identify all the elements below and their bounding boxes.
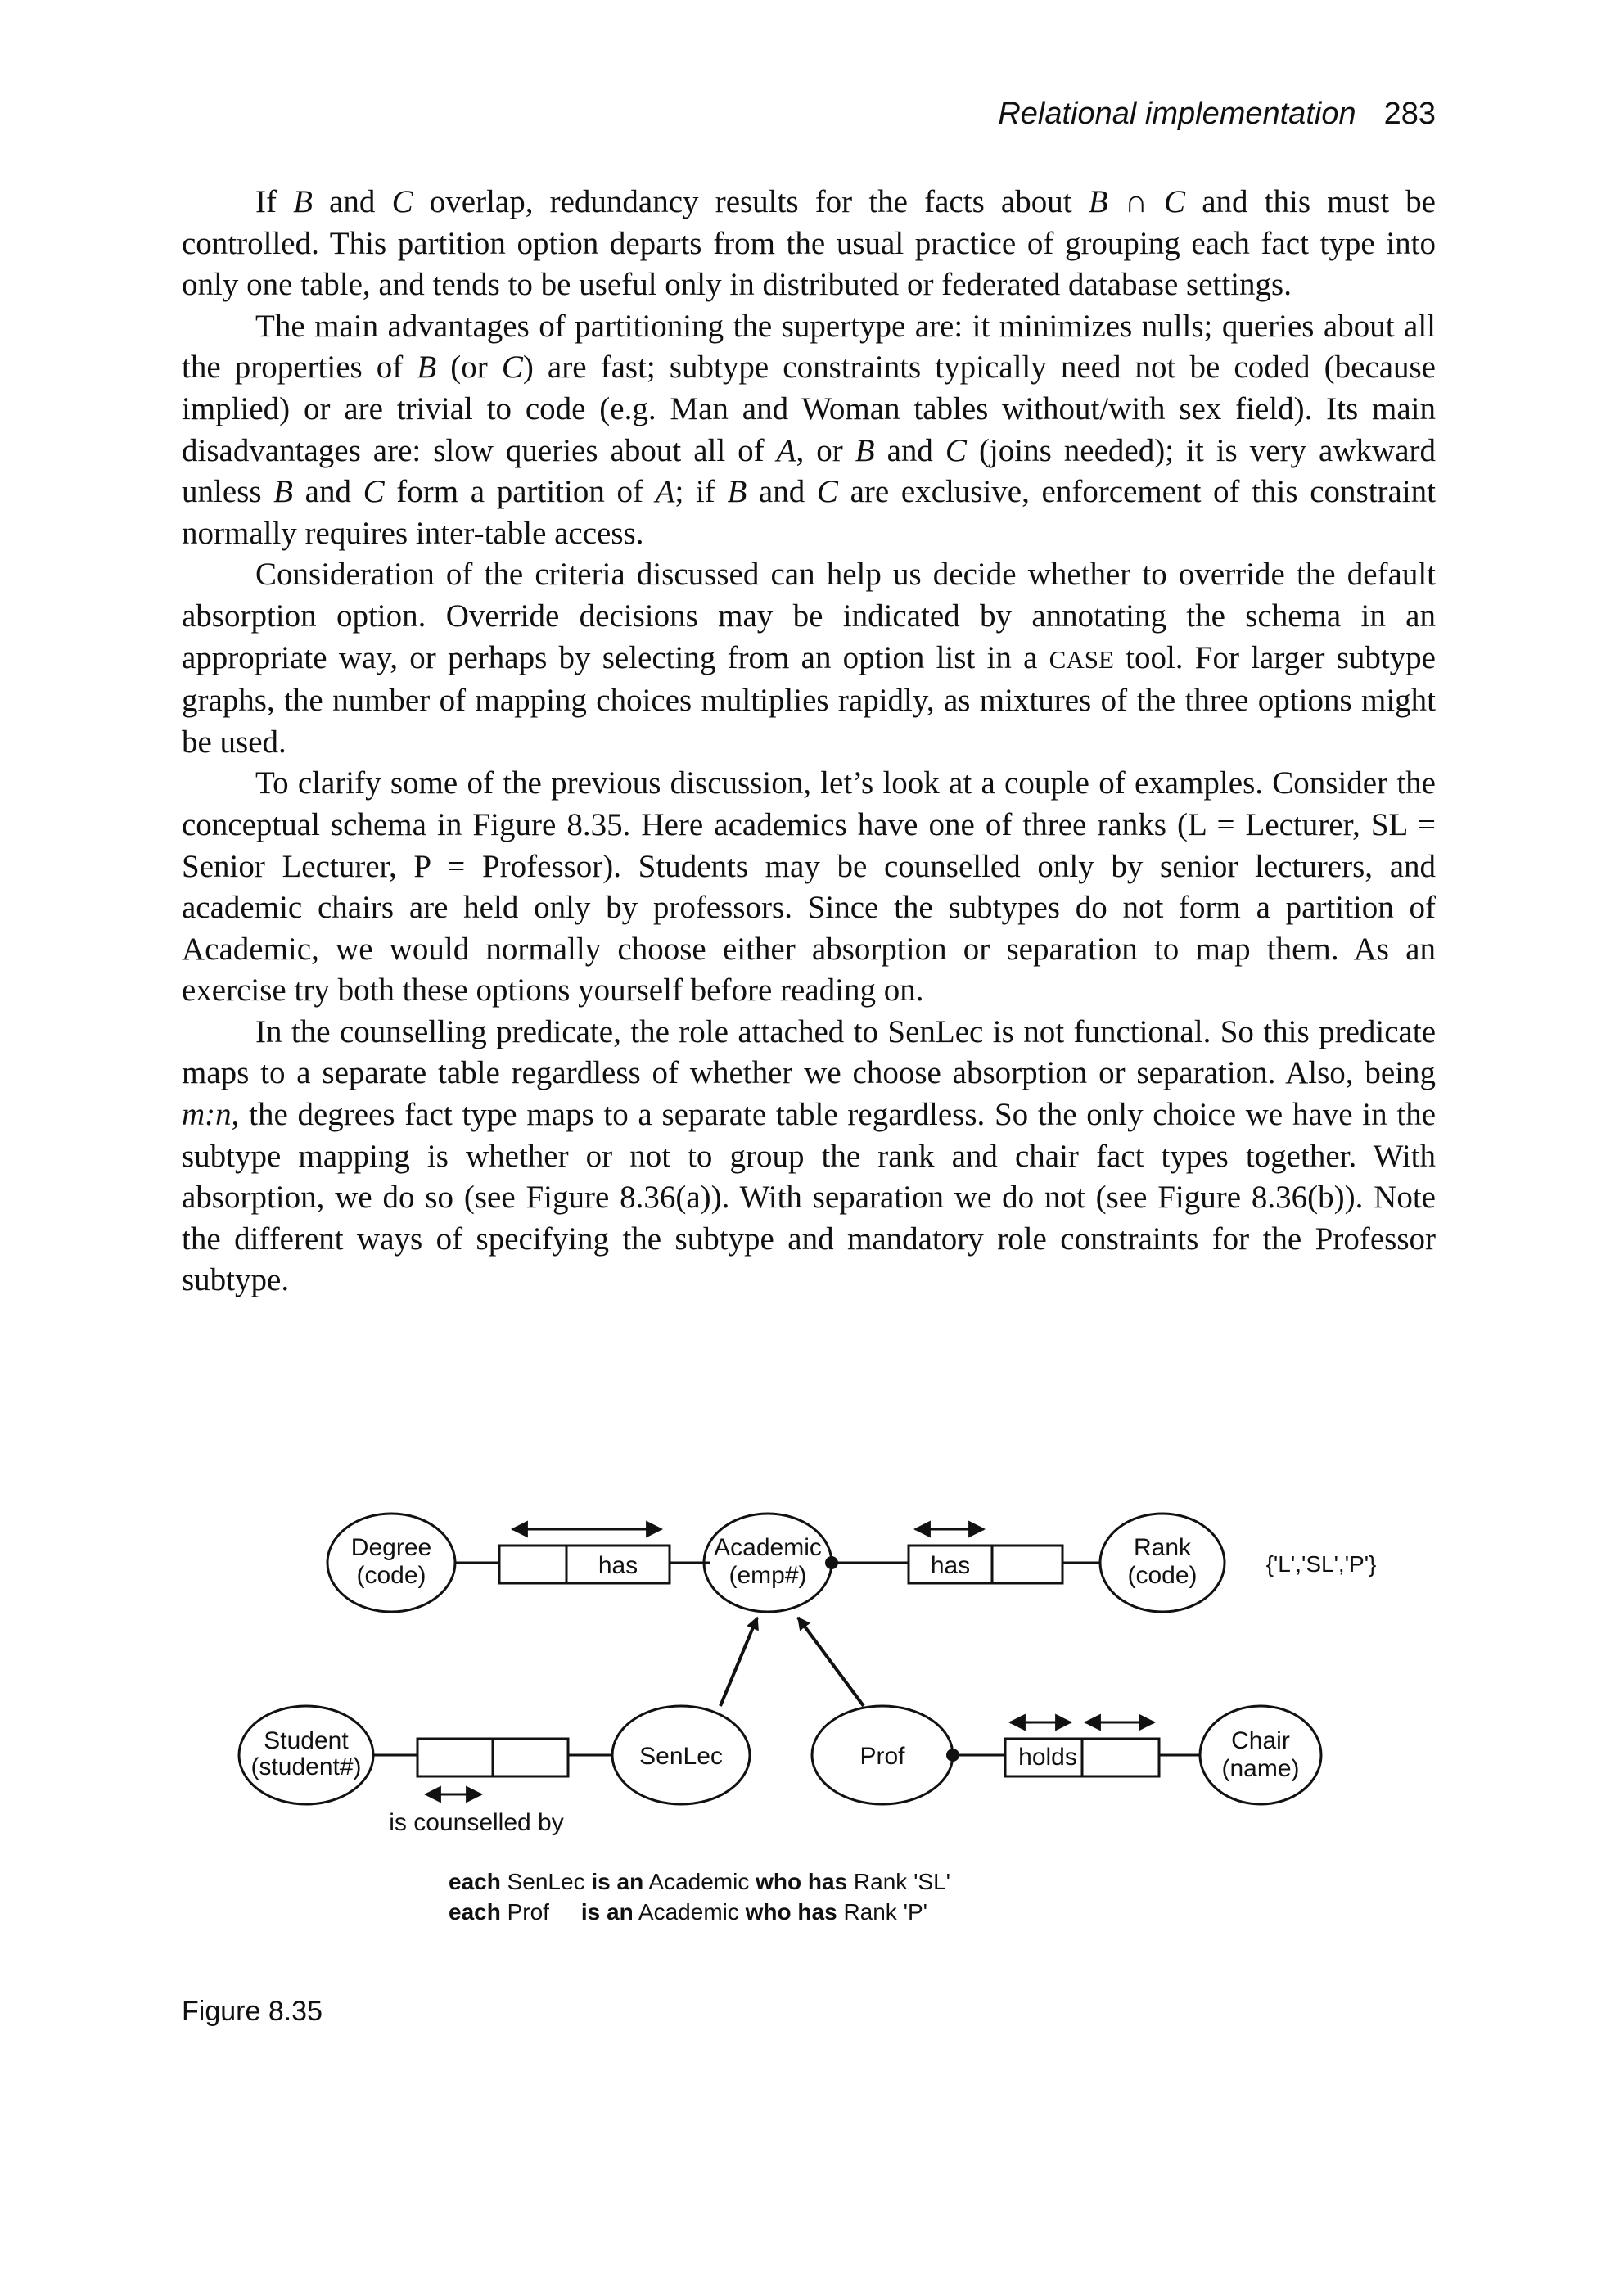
subtype-definitions xyxy=(449,1866,950,1927)
subtype-arrow-prof xyxy=(798,1618,864,1706)
rank-label: Rank xyxy=(1133,1534,1192,1561)
running-head xyxy=(998,97,1436,132)
predicate-counsel-role2 xyxy=(493,1739,568,1776)
mandatory-dot-prof xyxy=(946,1749,959,1762)
subtype-arrow-senlec xyxy=(720,1618,757,1706)
degree-ref: (code) xyxy=(356,1562,426,1589)
senlec-label: SenLec xyxy=(639,1743,723,1770)
academic-ref: (emp#) xyxy=(729,1562,807,1589)
student-label: Student xyxy=(264,1727,349,1754)
student-ref: (student#) xyxy=(250,1753,362,1780)
prof-label: Prof xyxy=(859,1743,905,1770)
paragraph-2: The main advantages of partitioning the supertype are: it minimizes nulls; queries about all the properties of B (or C) are fast; subtype constraints typically need not be coded (because implied) or are trivial to code (e.g. Man and Woman tables without/with sex field). Its main disadvantages are: slow queries about all of A, or B and C (joins needed); it is very awkward unless B and C form a partition of A; if B and C are exclusive, enforcement of this constraint normally requires inter-table access. xyxy=(182,308,1436,551)
chair-label: Chair xyxy=(1231,1727,1290,1754)
chair-ref: (name) xyxy=(1221,1755,1300,1782)
degree-has-label: has xyxy=(598,1552,638,1579)
rank-ref: (code) xyxy=(1127,1562,1198,1589)
predicate-rank-role2 xyxy=(992,1546,1062,1583)
figure-caption: Figure 8.35 xyxy=(182,1996,323,2027)
predicate-degree-role1 xyxy=(499,1546,566,1583)
body-text xyxy=(182,182,1436,1302)
predicate-counsel-role1 xyxy=(417,1739,493,1776)
counselled-label: is counselled by xyxy=(389,1809,564,1836)
page-number: 283 xyxy=(1383,97,1436,131)
academic-label: Academic xyxy=(714,1534,822,1561)
holds-label: holds xyxy=(1018,1744,1077,1771)
value-constraint: {'L','SL','P'} xyxy=(1265,1551,1377,1577)
paragraph-3: Consideration of the criteria discussed can help us decide whether to override the default absorption option. Override decisions may be indicated by annotating the schema in an appropriate way, or perhaps by selecting from an option list in a CASE tool. For larger subtype graphs, the number of mapping choices multiplies rapidly, as mixtures of the three options might be used. xyxy=(182,557,1436,760)
paragraph-5: In the counselling predicate, the role attached to SenLec is not functional. So this predicate maps to a separate table regardless of whether we choose absorption or separation. Also, being m:n, the degrees fact type maps to a separate table regardless. So the only choice we have in the subtype mapping is whether or not to group the rank and chair fact types together. With absorption, we do so (see Figure 8.36(a)). With separation we do not (see Figure 8.36(b)). Note the different ways of specifying the subtype and mandatory role constraints for the Professor subtype. xyxy=(182,1013,1436,1298)
subtype-def-senlec: each SenLec is an Academic who has Rank 'SL' xyxy=(449,1869,951,1894)
section-title: Relational implementation xyxy=(998,97,1356,131)
subtype-def-prof: each Prof is an Academic who has Rank 'P' xyxy=(449,1899,927,1925)
paragraph-4: To clarify some of the previous discussion, let’s look at a couple of examples. Consider the conceptual schema in Figure 8.35. Here academics have one of three ranks (L = Lecturer, SL = Senior Lecturer, P = Professor). Students may be counselled only by senior lecturers, and academic chairs are held only by professors. Since the subtypes do not form a partition of Academic, we would normally choose either absorption or separation to map them. As an exercise try both these options yourself before reading on. xyxy=(182,765,1436,1009)
degree-label: Degree xyxy=(350,1534,432,1561)
orm-diagram xyxy=(0,1490,1624,1899)
predicate-holds-role2 xyxy=(1082,1739,1159,1776)
rank-has-label: has xyxy=(930,1552,971,1579)
mandatory-dot-academic xyxy=(825,1556,838,1569)
paragraph-1: If B and C overlap, redundancy results for the facts about B ∩ C and this must be controlled. This partition option departs from the usual practice of grouping each fact type into only one table, and tends to be useful only in distributed or federated database settings. xyxy=(182,184,1436,303)
figure-8-35 xyxy=(0,1490,1624,2063)
